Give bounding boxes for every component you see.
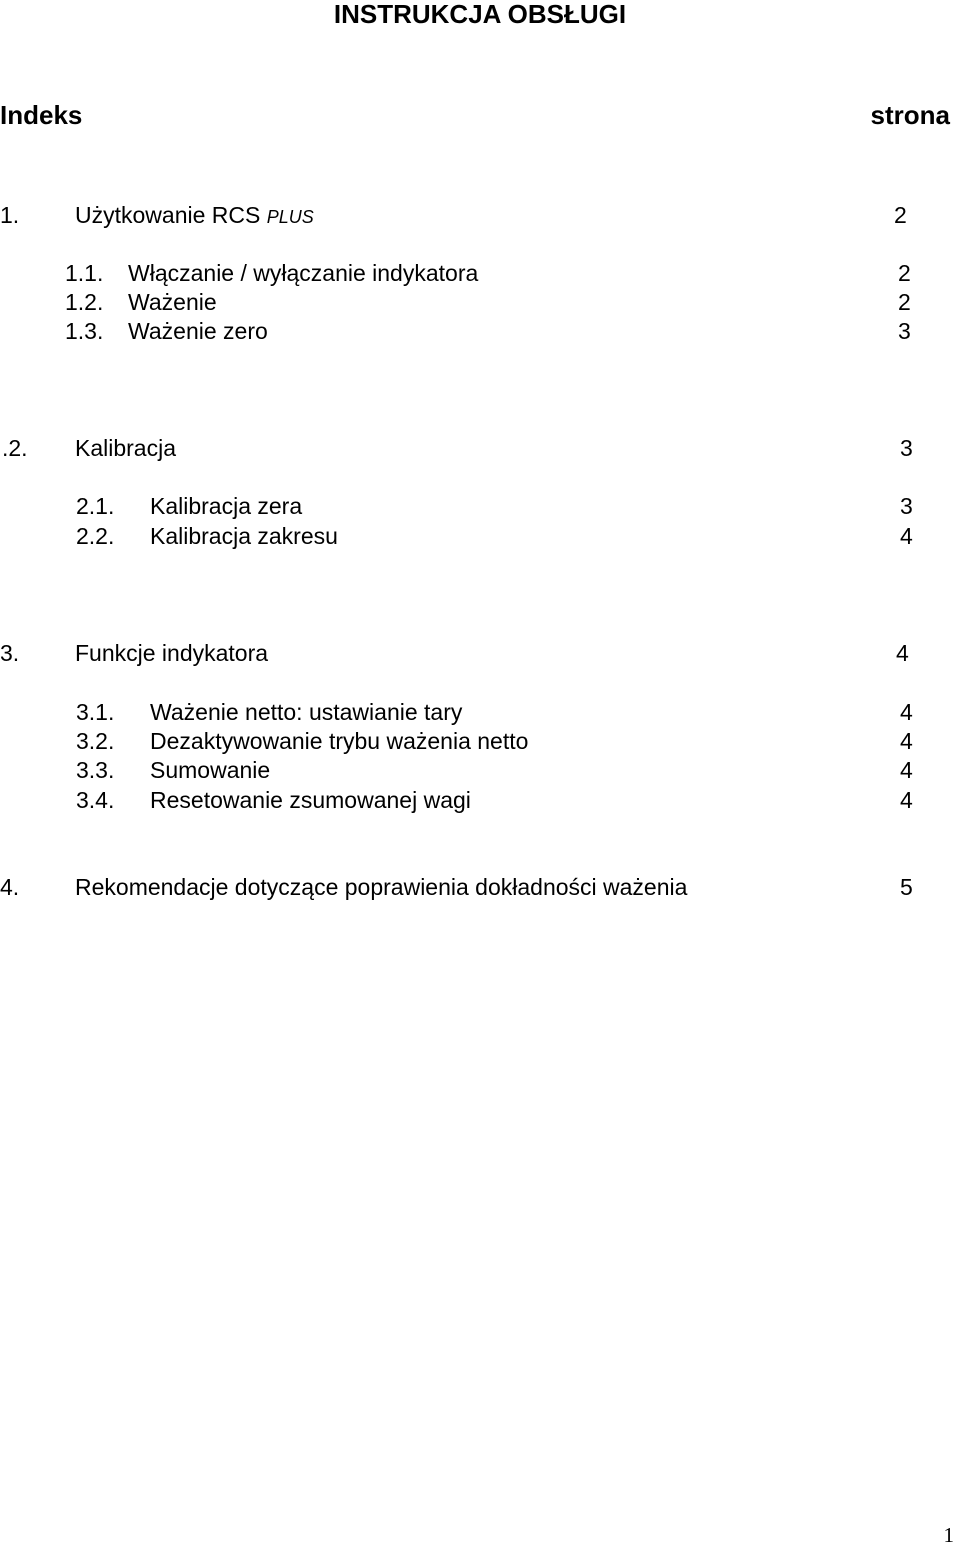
toc-page: 4 [900,523,913,549]
toc-page: 2 [898,289,911,315]
toc-title: Ważenie [128,289,217,315]
toc-title: Dezaktywowanie trybu ważenia netto [150,728,529,754]
toc-title-suffix: PLUS [266,207,314,227]
toc-page: 4 [900,757,913,783]
document-title: INSTRUKCJA OBSŁUGI [333,0,627,29]
toc-number: 2.1. [76,493,115,519]
toc-number: 3.1. [76,699,115,725]
toc-page: 3 [900,493,913,519]
index-header: Indeks [0,100,83,130]
toc-title: Kalibracja zakresu [150,523,338,549]
toc-page: 4 [900,728,913,754]
toc-page: 3 [900,435,913,461]
toc-page: 5 [900,874,913,900]
toc-number: 2.2. [76,523,115,549]
toc-page: 4 [896,640,909,666]
toc-number: 1.2. [65,289,104,315]
toc-title: Funkcje indykatora [75,640,269,666]
toc-title: Resetowanie zsumowanej wagi [150,787,471,813]
toc-title: Sumowanie [150,757,271,783]
toc-number: 3. [0,640,20,666]
toc-number: 3.3. [76,757,115,783]
toc-page: 2 [898,260,911,286]
toc-page: 3 [898,318,911,344]
toc-page: 2 [894,202,907,228]
toc-page: 4 [900,787,913,813]
toc-number: 1.3. [65,318,104,344]
toc-number: .2. [2,435,28,461]
toc-number: 3.4. [76,787,115,813]
toc-page: 4 [900,699,913,725]
toc-number: 4. [0,874,20,900]
toc-title: Ważenie zero [128,318,268,344]
toc-title: Kalibracja zera [150,493,303,519]
toc-title: Rekomendacje dotyczące poprawienia dokładności ważenia [75,874,688,900]
page-header: strona [870,100,950,130]
toc-number: 1. [0,202,20,228]
toc-title: Włączanie / wyłączanie indykatora [128,260,479,286]
toc-title: Użytkowanie RCS PLUS [75,202,314,228]
page-number: 1 [943,1523,954,1547]
toc-number: 3.2. [76,728,115,754]
toc-title: Kalibracja [75,435,176,461]
toc-number: 1.1. [65,260,104,286]
toc-title: Ważenie netto: ustawianie tary [150,699,463,725]
